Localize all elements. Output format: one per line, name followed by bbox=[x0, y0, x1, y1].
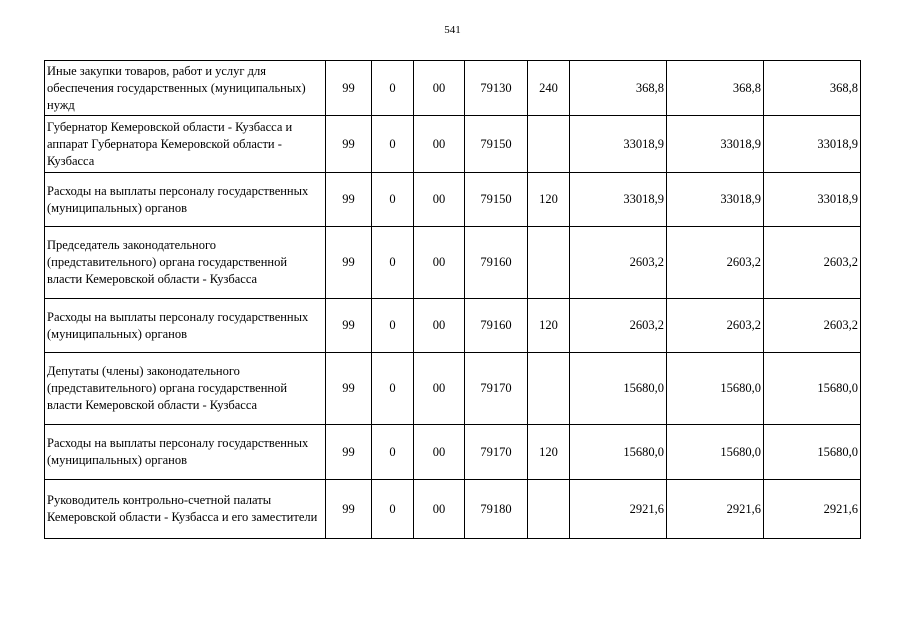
row-amount-2: 33018,9 bbox=[667, 116, 764, 173]
row-code: 79170 bbox=[465, 353, 528, 425]
row-expense-type bbox=[528, 353, 570, 425]
row-program: 99 bbox=[326, 227, 372, 299]
row-name: Расходы на выплаты персоналу государственных (муниципальных) органов bbox=[45, 299, 326, 353]
row-subprogram: 0 bbox=[372, 61, 414, 116]
row-expense-type bbox=[528, 480, 570, 539]
row-expense-type: 120 bbox=[528, 425, 570, 480]
row-amount-3: 2603,2 bbox=[764, 299, 861, 353]
row-amount-3: 33018,9 bbox=[764, 116, 861, 173]
table-body bbox=[45, 61, 861, 539]
row-program: 99 bbox=[326, 299, 372, 353]
page-number: 541 bbox=[444, 24, 461, 36]
row-amount-1: 2921,6 bbox=[570, 480, 667, 539]
table-row bbox=[45, 425, 861, 480]
row-amount-2: 15680,0 bbox=[667, 425, 764, 480]
row-name: Расходы на выплаты персоналу государственных (муниципальных) органов bbox=[45, 173, 326, 227]
row-direction: 00 bbox=[414, 353, 465, 425]
row-amount-1: 2603,2 bbox=[570, 227, 667, 299]
row-direction: 00 bbox=[414, 425, 465, 480]
row-direction: 00 bbox=[414, 227, 465, 299]
row-direction: 00 bbox=[414, 116, 465, 173]
budget-table bbox=[44, 60, 861, 539]
row-code: 79170 bbox=[465, 425, 528, 480]
table-row bbox=[45, 480, 861, 539]
row-program: 99 bbox=[326, 353, 372, 425]
row-amount-1: 368,8 bbox=[570, 61, 667, 116]
row-amount-3: 15680,0 bbox=[764, 425, 861, 480]
row-subprogram: 0 bbox=[372, 480, 414, 539]
row-expense-type: 240 bbox=[528, 61, 570, 116]
row-code: 79180 bbox=[465, 480, 528, 539]
row-name: Руководитель контрольно-счетной палаты Кемеровской области - Кузбасса и его заместители bbox=[45, 480, 326, 539]
row-amount-3: 2603,2 bbox=[764, 227, 861, 299]
row-amount-2: 2921,6 bbox=[667, 480, 764, 539]
table-row bbox=[45, 173, 861, 227]
row-direction: 00 bbox=[414, 480, 465, 539]
row-amount-1: 33018,9 bbox=[570, 173, 667, 227]
row-subprogram: 0 bbox=[372, 425, 414, 480]
row-name: Расходы на выплаты персоналу государственных (муниципальных) органов bbox=[45, 425, 326, 480]
row-expense-type bbox=[528, 227, 570, 299]
row-direction: 00 bbox=[414, 61, 465, 116]
row-program: 99 bbox=[326, 61, 372, 116]
row-amount-2: 15680,0 bbox=[667, 353, 764, 425]
row-name: Председатель законодательного (представительного) органа государственной власти Кемеровской области - Кузбасса bbox=[45, 227, 326, 299]
row-code: 79160 bbox=[465, 299, 528, 353]
row-code: 79150 bbox=[465, 173, 528, 227]
row-amount-2: 33018,9 bbox=[667, 173, 764, 227]
table-row bbox=[45, 61, 861, 116]
row-code: 79150 bbox=[465, 116, 528, 173]
row-amount-3: 33018,9 bbox=[764, 173, 861, 227]
row-subprogram: 0 bbox=[372, 299, 414, 353]
row-amount-2: 2603,2 bbox=[667, 227, 764, 299]
row-direction: 00 bbox=[414, 299, 465, 353]
row-subprogram: 0 bbox=[372, 173, 414, 227]
row-code: 79130 bbox=[465, 61, 528, 116]
row-code: 79160 bbox=[465, 227, 528, 299]
row-program: 99 bbox=[326, 116, 372, 173]
table-row bbox=[45, 227, 861, 299]
row-amount-3: 2921,6 bbox=[764, 480, 861, 539]
row-expense-type: 120 bbox=[528, 299, 570, 353]
row-amount-3: 368,8 bbox=[764, 61, 861, 116]
row-amount-2: 368,8 bbox=[667, 61, 764, 116]
row-name: Губернатор Кемеровской области - Кузбасса и аппарат Губернатора Кемеровской области - Кузбасса bbox=[45, 116, 326, 173]
table-row bbox=[45, 353, 861, 425]
row-program: 99 bbox=[326, 480, 372, 539]
row-amount-2: 2603,2 bbox=[667, 299, 764, 353]
row-program: 99 bbox=[326, 173, 372, 227]
row-name: Иные закупки товаров, работ и услуг для обеспечения государственных (муниципальных) нужд bbox=[45, 61, 326, 116]
row-amount-1: 15680,0 bbox=[570, 353, 667, 425]
row-amount-3: 15680,0 bbox=[764, 353, 861, 425]
row-amount-1: 15680,0 bbox=[570, 425, 667, 480]
row-amount-1: 33018,9 bbox=[570, 116, 667, 173]
row-expense-type bbox=[528, 116, 570, 173]
row-name: Депутаты (члены) законодательного (представительного) органа государственной власти Кемеровской области - Кузбасса bbox=[45, 353, 326, 425]
row-direction: 00 bbox=[414, 173, 465, 227]
row-subprogram: 0 bbox=[372, 227, 414, 299]
row-amount-1: 2603,2 bbox=[570, 299, 667, 353]
row-expense-type: 120 bbox=[528, 173, 570, 227]
row-subprogram: 0 bbox=[372, 116, 414, 173]
table-row bbox=[45, 116, 861, 173]
table-row bbox=[45, 299, 861, 353]
row-program: 99 bbox=[326, 425, 372, 480]
row-subprogram: 0 bbox=[372, 353, 414, 425]
